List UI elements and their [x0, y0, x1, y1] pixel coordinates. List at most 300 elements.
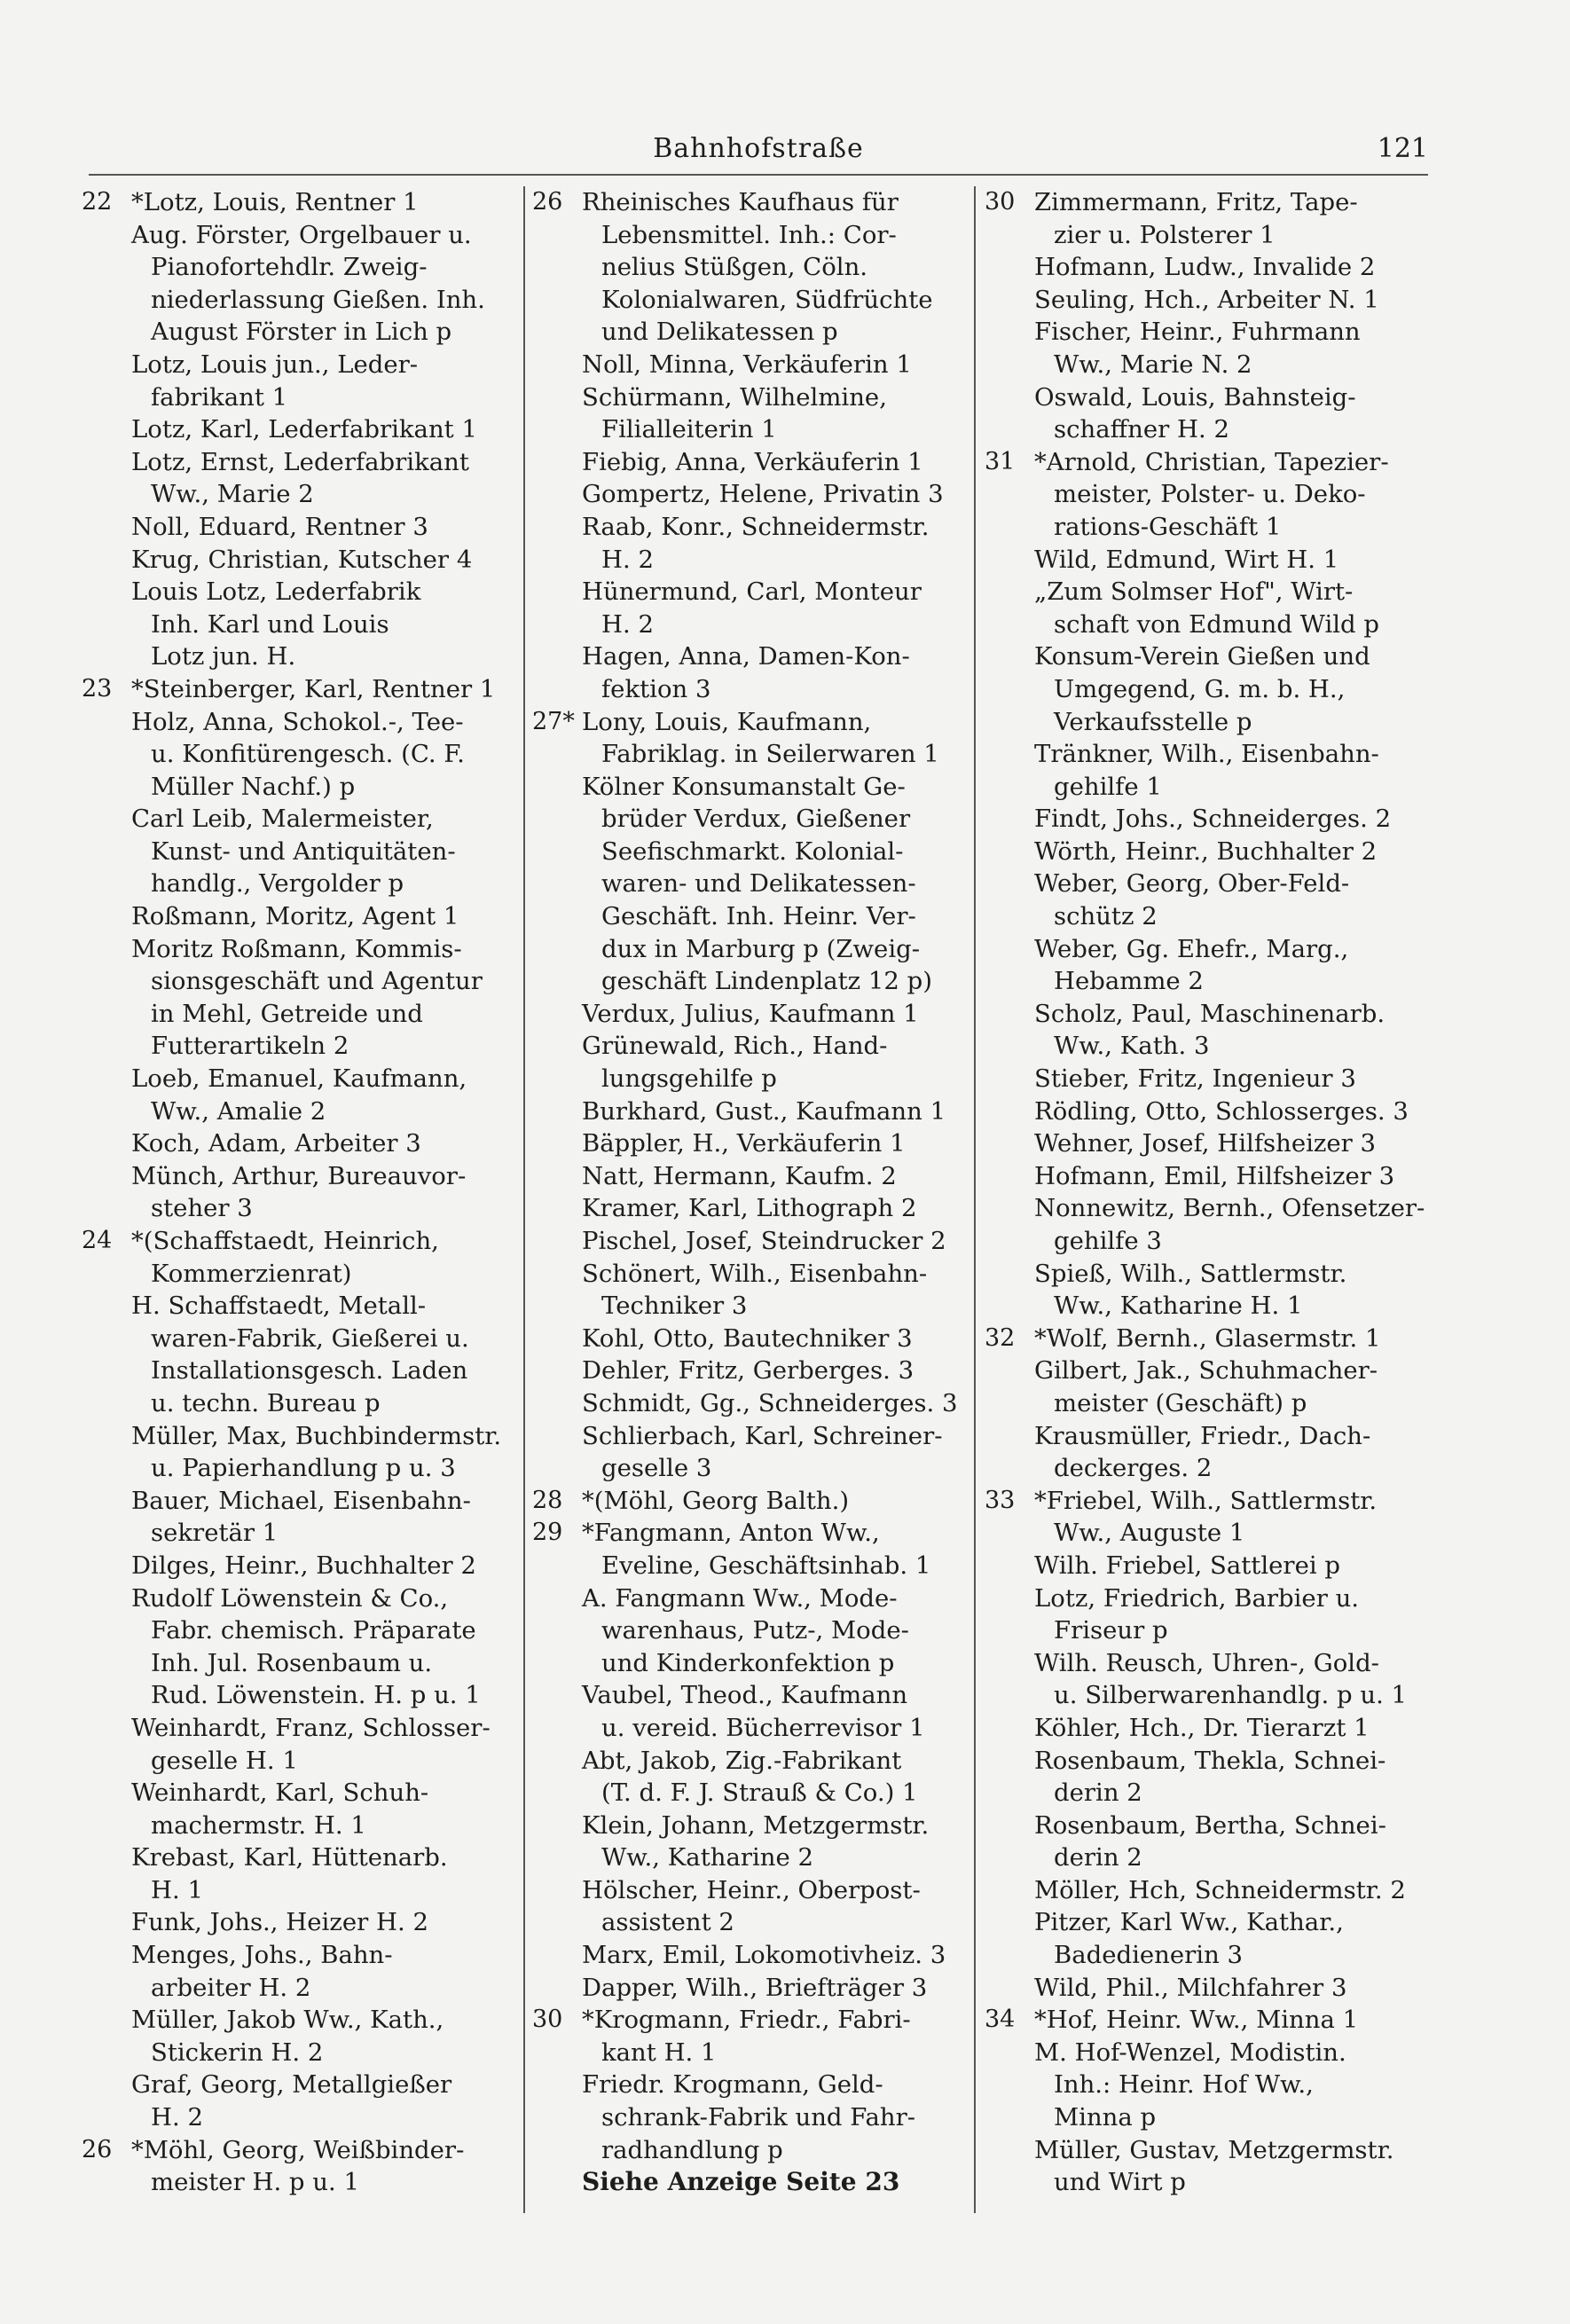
- entry-line: steher 3: [151, 1194, 253, 1223]
- directory-entry: [985, 1323, 1424, 1355]
- directory-entry: [532, 478, 967, 511]
- directory-entry: [82, 1906, 516, 1939]
- entry-line: Dapper, Wilh., Briefträger 3: [582, 1973, 928, 2002]
- directory-entry: [532, 706, 967, 771]
- entry-line: handlg., Vergolder p: [151, 869, 404, 899]
- entry-line: Wilh. Reusch, Uhren-, Gold-: [1034, 1648, 1379, 1677]
- entry-line: schütz 2: [1054, 902, 1158, 931]
- entry-line: Kommerzienrat): [151, 1259, 352, 1288]
- house-number: 27*: [532, 707, 575, 735]
- entry-line: Lotz, Louis jun., Leder-: [131, 349, 419, 379]
- entry-line: Ww., Marie N. 2: [1054, 349, 1252, 379]
- entry-line: Abt, Jakob, Zig.-Fabrikant: [582, 1746, 902, 1775]
- directory-entry: [532, 1387, 967, 1420]
- page-header: [89, 133, 1428, 169]
- entry-line: Rudolf Löwenstein & Co.,: [131, 1583, 449, 1613]
- entry-line: Köhler, Hch., Dr. Tierarzt 1: [1034, 1713, 1370, 1742]
- entry-line: Hebamme 2: [1054, 967, 1204, 996]
- entry-line: warenhaus, Putz-, Mode-: [601, 1616, 909, 1645]
- directory-entry: [532, 446, 967, 479]
- entry-line: und Kinderkonfektion p: [601, 1648, 895, 1677]
- entry-line: assistent 2: [601, 1908, 734, 1937]
- directory-entry: [82, 2134, 516, 2199]
- directory-entry: [985, 576, 1424, 640]
- entry-line: Natt, Hermann, Kaufm. 2: [582, 1161, 897, 1190]
- entry-line: niederlassung Gießen. Inh.: [151, 285, 485, 314]
- entry-line: Hagen, Anna, Damen-Kon-: [582, 642, 910, 671]
- entry-line: Verkaufsstelle p: [1054, 707, 1252, 736]
- entry-line: geselle H. 1: [151, 1746, 298, 1775]
- directory-entry: [985, 1095, 1424, 1128]
- directory-entry: [532, 1127, 967, 1160]
- entry-line: Schmidt, Gg., Schneiderges. 3: [582, 1388, 958, 1417]
- entry-line: Raab, Konr., Schneidermstr.: [582, 512, 930, 541]
- directory-entry: [82, 1290, 516, 1419]
- house-number: 30: [985, 188, 1016, 216]
- entry-line: Lotz, Friedrich, Barbier u.: [1034, 1583, 1360, 1613]
- entry-line: Hünermund, Carl, Monteur: [582, 577, 922, 607]
- house-number: 31: [985, 447, 1016, 475]
- directory-entry: [985, 1160, 1424, 1193]
- directory-entry: [985, 998, 1424, 1063]
- entry-line: Wild, Phil., Milchfahrer 3: [1034, 1973, 1347, 2002]
- entry-line: kant H. 1: [601, 2037, 717, 2067]
- entry-line: derin 2: [1054, 1843, 1142, 1873]
- directory-entry: [985, 2004, 1424, 2037]
- entry-line: Stieber, Fritz, Ingenieur 3: [1034, 1064, 1356, 1094]
- entry-line: Verdux, Julius, Kaufmann 1: [582, 999, 919, 1028]
- directory-entry: [82, 1550, 516, 1582]
- entry-line: Schürmann, Wilhelmine,: [582, 382, 887, 412]
- entry-line: Fabr. chemisch. Präparate: [151, 1616, 476, 1645]
- entry-line: Seuling, Hch., Arbeiter N. 1: [1034, 285, 1379, 314]
- column-divider: [974, 186, 976, 2213]
- entry-line: Koch, Adam, Arbeiter 3: [131, 1129, 421, 1158]
- entry-line: machermstr. H. 1: [151, 1810, 366, 1840]
- directory-entry: [985, 1550, 1424, 1582]
- directory-entry: [985, 1485, 1424, 1550]
- entry-line: Roßmann, Moritz, Agent 1: [131, 902, 459, 931]
- entry-line: Moritz Roßmann, Kommis-: [131, 934, 462, 963]
- entry-line: *Krogmann, Friedr., Fabri-: [582, 2006, 911, 2035]
- directory-entry: [985, 251, 1424, 284]
- directory-entry: [985, 316, 1424, 381]
- entry-line: Konsum-Verein Gießen und: [1034, 642, 1370, 671]
- entry-line: „Zum Solmser Hof", Wirt-: [1034, 577, 1354, 607]
- entry-line: Vaubel, Theod., Kaufmann: [582, 1681, 908, 1710]
- entry-line: meister (Geschäft) p: [1054, 1388, 1307, 1417]
- entry-line: arbeiter H. 2: [151, 1973, 311, 2002]
- entry-line: Wehner, Josef, Hilfsheizer 3: [1034, 1129, 1377, 1158]
- entry-line: waren- und Delikatessen-: [601, 869, 916, 899]
- entry-line: Rheinisches Kaufhaus für: [582, 188, 899, 216]
- directory-entry: [82, 544, 516, 577]
- house-number: 33: [985, 1486, 1016, 1514]
- directory-entry: [985, 186, 1424, 251]
- directory-entry: [82, 186, 516, 219]
- entry-line: (T. d. F. J. Strauß & Co.) 1: [601, 1778, 918, 1808]
- entry-line: Weinhardt, Franz, Schlosser-: [131, 1713, 491, 1742]
- directory-entry: [985, 1354, 1424, 1419]
- directory-entry: [532, 1939, 967, 1972]
- entry-line: Grünewald, Rich., Hand-: [582, 1032, 888, 1061]
- entry-line: fektion 3: [601, 674, 711, 703]
- entry-line: Ww., Marie 2: [151, 480, 314, 509]
- entry-line: Funk, Johs., Heizer H. 2: [131, 1908, 428, 1937]
- entry-line: Müller Nachf.) p: [151, 772, 356, 801]
- directory-entry: [532, 1972, 967, 2005]
- entry-line: Gompertz, Helene, Privatin 3: [582, 480, 944, 509]
- entry-line: lungsgehilfe p: [601, 1064, 777, 1094]
- directory-entry: [985, 284, 1424, 317]
- entry-line: Louis Lotz, Lederfabrik: [131, 577, 421, 607]
- entry-line: Münch, Arthur, Bureauvor-: [131, 1161, 467, 1190]
- entry-line: Schönert, Wilh., Eisenbahn-: [582, 1259, 928, 1288]
- directory-entry: [985, 1712, 1424, 1745]
- entry-line: Weber, Gg. Ehefr., Marg.,: [1034, 934, 1349, 963]
- directory-entry: [82, 511, 516, 544]
- directory-entry: [532, 1420, 967, 1485]
- entry-line: Inh. Jul. Rosenbaum u.: [151, 1648, 433, 1677]
- entry-line: A. Fangmann Ww., Mode-: [582, 1583, 898, 1613]
- entry-line: H. 2: [601, 545, 654, 574]
- directory-entry: [82, 1420, 516, 1485]
- directory-entry: [985, 2134, 1424, 2199]
- house-number: 26: [82, 2135, 113, 2163]
- entry-line: Scholz, Paul, Maschinenarb.: [1034, 999, 1386, 1028]
- directory-entry: [532, 1030, 967, 1095]
- entry-line: Pischel, Josef, Steindrucker 2: [582, 1227, 946, 1255]
- directory-column-3: [985, 186, 1424, 2199]
- directory-entry: [532, 1874, 967, 1939]
- entry-line: Installationsgesch. Laden: [151, 1356, 468, 1386]
- column-divider: [523, 186, 525, 2213]
- directory-entry: [82, 219, 516, 349]
- entry-line: Bauer, Michael, Eisenbahn-: [131, 1486, 471, 1515]
- entry-line: Dilges, Heinr., Buchhalter 2: [131, 1551, 476, 1580]
- directory-entry: [985, 1972, 1424, 2005]
- directory-entry: [532, 2004, 967, 2069]
- directory-entry: [985, 1745, 1424, 1810]
- entry-line: Menges, Johs., Bahn-: [131, 1941, 393, 1970]
- entry-line: *Steinberger, Karl, Rentner 1: [131, 674, 496, 703]
- directory-entry: [532, 1095, 967, 1128]
- entry-line: Fiebig, Anna, Verkäuferin 1: [582, 447, 923, 476]
- entry-line: Gilbert, Jak., Schuhmacher-: [1034, 1356, 1378, 1386]
- directory-entry: [82, 413, 516, 446]
- entry-line: Kölner Konsumanstalt Ge-: [582, 772, 906, 801]
- directory-entry: [532, 1517, 967, 1582]
- entry-line: Lotz, Ernst, Lederfabrikant: [131, 447, 469, 476]
- directory-entry: [82, 349, 516, 413]
- entry-line: Friseur p: [1054, 1616, 1168, 1645]
- entry-line: Zimmermann, Fritz, Tape-: [1034, 188, 1358, 216]
- entry-line: *Fangmann, Anton Ww.,: [582, 1519, 880, 1548]
- entry-line: in Mehl, Getreide und: [151, 999, 423, 1028]
- entry-line: und Wirt p: [1054, 2168, 1186, 2197]
- directory-entry: [532, 381, 967, 446]
- entry-line: *Lotz, Louis, Rentner 1: [131, 188, 419, 216]
- entry-line: zier u. Polsterer 1: [1054, 220, 1276, 249]
- header-rule: [89, 174, 1428, 176]
- directory-entry: [985, 738, 1424, 803]
- entry-line: Ww., Amalie 2: [151, 1096, 326, 1126]
- street-title: Bahnhofstraße: [653, 133, 864, 164]
- entry-line: Minna p: [1054, 2103, 1157, 2132]
- entry-line: schrank-Fabrik und Fahr-: [601, 2103, 916, 2132]
- entry-line: Müller, Gustav, Metzgermstr.: [1034, 2135, 1394, 2164]
- entry-line: sionsgeschäft und Agentur: [151, 967, 483, 996]
- entry-line: H. 2: [601, 609, 654, 639]
- entry-line: Aug. Förster, Orgelbauer u.: [131, 220, 472, 249]
- entry-line: Seefischmarkt. Kolonial-: [601, 836, 904, 866]
- directory-entry: [82, 2069, 516, 2133]
- directory-entry: [532, 998, 967, 1031]
- directory-entry: [532, 349, 967, 381]
- entry-line: Lotz jun. H.: [151, 642, 296, 671]
- entry-line: Wörth, Heinr., Buchhalter 2: [1034, 836, 1378, 866]
- entry-line: Kohl, Otto, Bautechniker 3: [582, 1323, 913, 1353]
- directory-entry: [532, 1258, 967, 1323]
- entry-line: Ww., Auguste 1: [1054, 1519, 1245, 1548]
- entry-line: Müller, Jakob Ww., Kath.,: [131, 2006, 444, 2035]
- house-number: 34: [985, 2006, 1016, 2034]
- entry-line: Pitzer, Karl Ww., Kathar.,: [1034, 1908, 1344, 1937]
- entry-line: und Delikatessen p: [601, 318, 838, 347]
- directory-entry: [82, 673, 516, 706]
- directory-entry: [532, 1160, 967, 1193]
- entry-line: Fabriklag. in Seilerwaren 1: [601, 740, 939, 769]
- house-number: 26: [532, 188, 563, 216]
- directory-entry: [82, 1841, 516, 1906]
- entry-line: Loeb, Emanuel, Kaufmann,: [131, 1064, 467, 1094]
- entry-line: Kolonialwaren, Südfrüchte: [601, 285, 933, 314]
- entry-line: Lony, Louis, Kaufmann,: [582, 707, 872, 736]
- directory-entry: [985, 1647, 1424, 1712]
- entry-line: deckerges. 2: [1054, 1454, 1213, 1483]
- entry-line: Burkhard, Gust., Kaufmann 1: [582, 1096, 946, 1126]
- entry-line: *Wolf, Bernh., Glasermstr. 1: [1034, 1323, 1381, 1353]
- entry-line: fabrikant 1: [151, 382, 288, 412]
- entry-line: August Förster in Lich p: [151, 318, 452, 347]
- directory-entry: [82, 446, 516, 511]
- entry-line: Krebast, Karl, Hüttenarb.: [131, 1843, 448, 1873]
- entry-line: Rud. Löwenstein. H. p u. 1: [151, 1681, 481, 1710]
- entry-line: Ww., Katharine H. 1: [1054, 1292, 1303, 1321]
- directory-entry: [532, 576, 967, 640]
- entry-line: Oswald, Louis, Bahnsteig-: [1034, 382, 1356, 412]
- directory-entry: [82, 803, 516, 900]
- directory-entry: [985, 2037, 1424, 2134]
- entry-line: rations-Geschäft 1: [1054, 512, 1282, 541]
- entry-line: Lotz, Karl, Lederfabrikant 1: [131, 415, 477, 444]
- entry-line: H. 1: [151, 1875, 203, 1904]
- entry-line: nelius Stüßgen, Cöln.: [601, 253, 868, 282]
- entry-line: Inh. Karl und Louis: [151, 609, 389, 639]
- house-number: 23: [82, 674, 113, 703]
- entry-line: u. Konfitürengesch. (C. F.: [151, 740, 465, 769]
- house-number: 29: [532, 1519, 563, 1547]
- entry-line: Stickerin H. 2: [151, 2037, 324, 2067]
- directory-entry: [532, 186, 967, 349]
- entry-line: Eveline, Geschäftsinhab. 1: [601, 1551, 931, 1580]
- entry-line: Noll, Eduard, Rentner 3: [131, 512, 428, 541]
- directory-entry: [985, 868, 1424, 932]
- directory-entry: [82, 1127, 516, 1160]
- entry-line: meister H. p u. 1: [151, 2168, 359, 2197]
- entry-line: Weinhardt, Karl, Schuh-: [131, 1778, 429, 1808]
- directory-entry: [82, 706, 516, 804]
- directory-entry: [82, 1225, 516, 1290]
- entry-line: gehilfe 1: [1054, 772, 1162, 801]
- house-number: 32: [985, 1323, 1016, 1352]
- entry-line: Kunst- und Antiquitäten-: [151, 836, 456, 866]
- house-number: 22: [82, 188, 113, 216]
- directory-entry: [532, 1192, 967, 1225]
- entry-line: Techniker 3: [601, 1292, 748, 1321]
- directory-entry: [82, 1777, 516, 1841]
- entry-line: Krausmüller, Friedr., Dach-: [1034, 1421, 1371, 1450]
- entry-line: Badedienerin 3: [1054, 1941, 1244, 1970]
- entry-line: Nonnewitz, Bernh., Ofensetzer-: [1034, 1194, 1425, 1223]
- entry-line: brüder Verdux, Gießener: [601, 805, 911, 834]
- entry-line: Schlierbach, Karl, Schreiner-: [582, 1421, 943, 1450]
- directory-entry: [532, 771, 967, 998]
- entry-line: Findt, Johs., Schneiderges. 2: [1034, 805, 1392, 834]
- entry-line: Carl Leib, Malermeister,: [131, 805, 434, 834]
- directory-entry: [985, 446, 1424, 544]
- directory-entry: [985, 1810, 1424, 1874]
- entry-line: Graf, Georg, Metallgießer: [131, 2070, 452, 2100]
- entry-line: Bäppler, H., Verkäuferin 1: [582, 1129, 906, 1158]
- entry-line: Krug, Christian, Kutscher 4: [131, 545, 473, 574]
- entry-line: Geschäft. Inh. Heinr. Ver-: [601, 902, 916, 931]
- entry-line: M. Hof-Wenzel, Modistin.: [1034, 2037, 1346, 2067]
- house-number: 30: [532, 2006, 563, 2034]
- entry-line: Inh.: Heinr. Hof Ww.,: [1054, 2070, 1314, 2100]
- entry-line: schaft von Edmund Wild p: [1054, 609, 1379, 639]
- entry-line: Rosenbaum, Bertha, Schnei-: [1034, 1810, 1386, 1840]
- entry-line: H. Schaffstaedt, Metall-: [131, 1292, 427, 1321]
- entry-line: Dehler, Fritz, Gerberges. 3: [582, 1356, 915, 1386]
- entry-line: Tränkner, Wilh., Eisenbahn-: [1034, 740, 1379, 769]
- directory-column-2: [532, 186, 967, 2199]
- entry-line: *Arnold, Christian, Tapezier-: [1034, 447, 1389, 476]
- entry-line: Möller, Hch, Schneidermstr. 2: [1034, 1875, 1406, 1904]
- directory-entry: [82, 1582, 516, 1712]
- directory-entry: [985, 1127, 1424, 1160]
- entry-line: meister, Polster- u. Deko-: [1054, 480, 1366, 509]
- entry-line: Fischer, Heinr., Fuhrmann: [1034, 318, 1361, 347]
- house-number: 24: [82, 1227, 113, 1254]
- directory-entry: [532, 1679, 967, 1744]
- entry-line: Umgegend, G. m. b. H.,: [1054, 674, 1346, 703]
- entry-line: waren-Fabrik, Gießerei u.: [151, 1323, 469, 1353]
- directory-entry: [985, 1582, 1424, 1647]
- directory-entry: [985, 640, 1424, 738]
- entry-line: Klein, Johann, Metzgermstr.: [582, 1810, 930, 1840]
- directory-entry: [82, 1063, 516, 1127]
- entry-line: Müller, Max, Buchbindermstr.: [131, 1421, 502, 1450]
- directory-entry: [532, 1323, 967, 1355]
- directory-entry: [985, 1258, 1424, 1323]
- directory-entry: [532, 1225, 967, 1258]
- entry-line: Kramer, Karl, Lithograph 2: [582, 1194, 917, 1223]
- entry-line: Noll, Minna, Verkäuferin 1: [582, 349, 912, 379]
- entry-line: Futterartikeln 2: [151, 1032, 349, 1061]
- entry-line: u. vereid. Bücherrevisor 1: [601, 1713, 925, 1742]
- directory-entry: [82, 576, 516, 673]
- entry-line: Hofmann, Ludw., Invalide 2: [1034, 253, 1376, 282]
- entry-line: radhandlung p: [601, 2135, 783, 2164]
- directory-entry: [82, 933, 516, 1063]
- entry-line: Hölscher, Heinr., Oberpost-: [582, 1875, 921, 1904]
- entry-line: u. techn. Bureau p: [151, 1388, 381, 1417]
- entry-line: *Hof, Heinr. Ww., Minna 1: [1034, 2006, 1359, 2035]
- entry-line: *(Schaffstaedt, Heinrich,: [131, 1227, 439, 1255]
- directory-entry: [532, 1810, 967, 1874]
- directory-entry: [985, 1063, 1424, 1095]
- directory-entry: [985, 803, 1424, 836]
- entry-line: geschäft Lindenplatz 12 p): [601, 967, 932, 996]
- directory-column-1: [82, 186, 516, 2199]
- entry-line: gehilfe 3: [1054, 1227, 1162, 1255]
- directory-entry: [82, 1939, 516, 2004]
- entry-line: dux in Marburg p (Zweig-: [601, 934, 921, 963]
- entry-line: Rödling, Otto, Schlosserges. 3: [1034, 1096, 1409, 1126]
- directory-entry: [82, 1485, 516, 1550]
- entry-line: Ww., Kath. 3: [1054, 1032, 1210, 1061]
- entry-line: H. 2: [151, 2103, 203, 2132]
- directory-entry: [82, 2004, 516, 2069]
- entry-line: u. Silberwarenhandlg. p u. 1: [1054, 1681, 1408, 1710]
- directory-entry: [985, 933, 1424, 998]
- entry-line: *Möhl, Georg, Weißbinder-: [131, 2135, 465, 2164]
- directory-entry: [82, 900, 516, 933]
- entry-line: Weber, Georg, Ober-Feld-: [1034, 869, 1350, 899]
- entry-line: geselle 3: [601, 1454, 712, 1483]
- directory-entry: [532, 1745, 967, 1810]
- directory-entry: [532, 1582, 967, 1680]
- directory-entry: [985, 544, 1424, 577]
- entry-line: Pianofortehdlr. Zweig-: [151, 253, 428, 282]
- directory-entry: [985, 1906, 1424, 1971]
- directory-entry: [985, 381, 1424, 446]
- entry-line: u. Papierhandlung p u. 3: [151, 1454, 456, 1483]
- directory-entry: [532, 640, 967, 705]
- directory-entry: [985, 1192, 1424, 1257]
- directory-entry: [532, 2069, 967, 2166]
- entry-line: Spieß, Wilh., Sattlermstr.: [1034, 1259, 1347, 1288]
- directory-entry: [532, 1354, 967, 1387]
- directory-entry: [985, 1420, 1424, 1485]
- entry-line: Friedr. Krogmann, Geld-: [582, 2070, 883, 2100]
- advert-reference: Siehe Anzeige Seite 23: [582, 2167, 900, 2197]
- entry-line: Wilh. Friebel, Sattlerei p: [1034, 1551, 1340, 1580]
- directory-entry: [985, 1874, 1424, 1907]
- page-number: 121: [1377, 133, 1428, 164]
- entry-line: Hofmann, Emil, Hilfsheizer 3: [1034, 1161, 1395, 1190]
- directory-entry: [82, 1712, 516, 1777]
- entry-line: Ww., Katharine 2: [601, 1843, 814, 1873]
- entry-line: Holz, Anna, Schokol.-, Tee-: [131, 707, 464, 736]
- entry-line: schaffner H. 2: [1054, 415, 1229, 444]
- entry-line: Lebensmittel. Inh.: Cor-: [601, 220, 897, 249]
- entry-line: derin 2: [1054, 1778, 1142, 1808]
- entry-line: *Friebel, Wilh., Sattlermstr.: [1034, 1486, 1378, 1515]
- entry-line: *(Möhl, Georg Balth.): [582, 1486, 850, 1515]
- entry-line: sekretär 1: [151, 1519, 279, 1548]
